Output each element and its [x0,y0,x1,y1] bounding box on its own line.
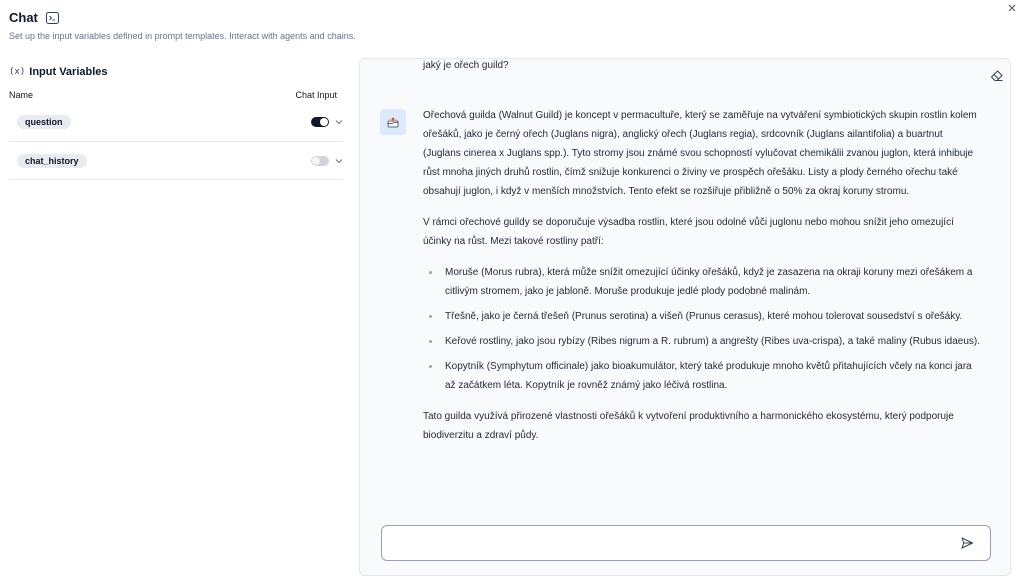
input-variables-title: Input Variables [29,66,108,78]
close-icon[interactable] [1006,2,1018,14]
title-row [9,10,59,25]
answer-paragraph: Tato guilda využívá přirozené vlastnosti ořešáků k vytvoření produktivního a harmonického ekosystému, který podporuje biodiverzitu a zdraví půdy. [423,411,954,441]
variable-icon: (x) [9,67,26,77]
cake-icon [385,114,401,130]
toggle-knob [320,118,328,126]
bot-message [423,106,983,457]
variable-name-badge: question [17,115,71,129]
table-row [9,102,343,142]
chat-input-toggle[interactable] [311,156,329,166]
chevron-down-icon[interactable] [335,158,343,164]
chat-input-toggle[interactable] [311,117,329,127]
answer-list [423,263,983,395]
chevron-down-icon[interactable] [335,119,343,125]
input-variables-heading [9,66,343,78]
table-row [9,142,343,180]
column-name: Name [9,90,34,100]
list-item: Kopytník (Symphytum officinale) jako bioakumulátor, který také produkuje mnoho květů přitahujících včely na konci jara až začátkem léta. Kopytník je rovněž známý jako léčivá rostlina. [423,357,983,395]
list-item: Keřové rostliny, jako jsou rybízy (Ribes nigrum a R. rubrum) a angrešty (Ribes uva-crispa), a také maliny (Rubus idaeus). [423,332,983,351]
user-message: jaký je ořech guild? [423,60,509,71]
page-title: Chat [9,10,38,25]
answer-paragraph: V rámci ořechové guildy se doporučuje výsadba rostlin, které jsou odolné vůči juglonu nebo mohou snížit jeho omezující účinky na růst. Mezi takové rostliny patří: [423,217,954,247]
answer-paragraph: Ořechová guilda (Walnut Guild) je koncept v permacultuře, který se zaměřuje na vytváření symbiotických skupin rostlin kolem ořešáků, jako je černý ořech (Juglans nigra), anglický ořech (Juglans regia), srdcovník (Juglans ailantifolia) a buartnut (Juglans cinerea x Juglans spp.). Tyto stromy jsou známé svou schopností vylučovat chemikálii zvanou juglon, která inhibuje růst mnoha jiných druhů rostlin, čímž snižuje konkurenci o živiny ve prospěch ořešáku. Listy a plody černého ořechu také obsahují juglon, i když v menších množstvích. Tento efekt se rozšiřuje přibližně o 50% za okraj koruny stromu. [423,110,977,197]
toggle-knob [312,157,320,165]
terminal-square-icon [46,12,59,24]
send-icon[interactable] [960,536,974,550]
chat-input-box [381,525,991,561]
header [9,10,59,25]
row-controls [311,156,343,166]
bot-avatar [380,109,406,135]
input-variables-panel [9,66,343,180]
table-header [9,90,343,100]
chat-panel [359,58,1011,576]
row-controls [311,117,343,127]
list-item: Moruše (Morus rubra), která může snížit omezující účinky ořešáků, když je zasazena na okraji koruny mezi ořešákem a citlivým stromem, jako je jabloně. Moruše produkuje jedlé plody podobné malinám. [423,263,983,301]
page-subtitle: Set up the input variables defined in prompt templates. Interact with agents and chains. [9,31,356,41]
chat-input-field[interactable] [392,534,952,554]
column-chat-input: Chat Input [295,90,337,100]
variable-name-badge: chat_history [17,154,87,168]
list-item: Třešně, jako je černá třešeň (Prunus serotina) a višeň (Prunus cerasus), které mohou tolerovat sousedství s ořešáky. [423,307,983,326]
eraser-icon[interactable] [990,69,1004,82]
